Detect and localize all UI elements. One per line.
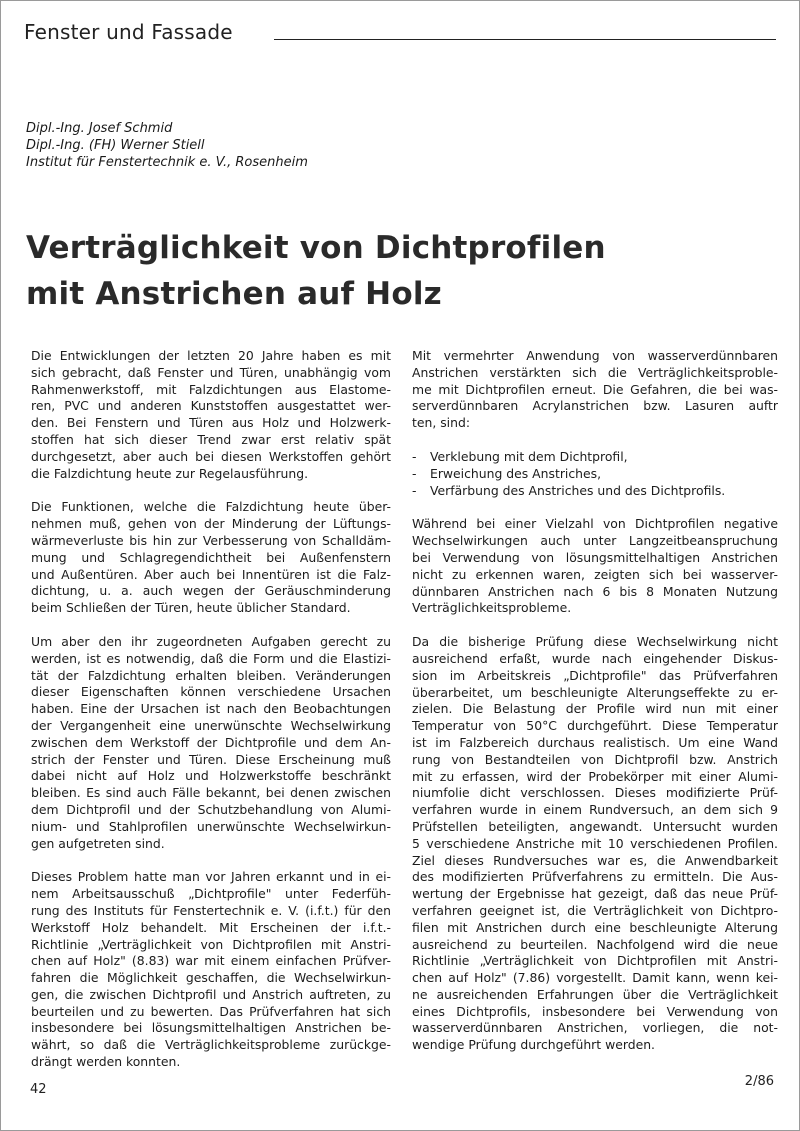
text-line: ne ausreichenden Erfahrungen über die Verträglichkeit bbox=[412, 986, 778, 1002]
text-line: tät der Falzdichtung erhalten bleiben. Veränderungen bbox=[31, 667, 391, 683]
list-item bbox=[412, 466, 778, 483]
text-line: Die Entwicklungen der letzten 20 Jahre haben es mit bbox=[31, 348, 391, 363]
bullet-dash: - bbox=[412, 448, 417, 464]
text-line: chen auf Holz" (8.83) war mit einem einfachen Prüfver- bbox=[31, 953, 391, 969]
text-line: Während bei einer Vielzahl von Dichtprofilen negative bbox=[412, 516, 778, 532]
text-line: des modifizierten Prüfverfahrens zu ermitteln. Die Aus- bbox=[412, 869, 778, 885]
text-line: verfahren wurde in einem Rundversuch, an dem sich 9 bbox=[412, 802, 778, 818]
paragraph bbox=[412, 516, 778, 617]
text-line: gen aufgetreten sind. bbox=[31, 835, 165, 851]
text-line: gen, die zwischen Dichtprofil und Anstrich auftreten, zu bbox=[31, 986, 391, 1002]
text-line: Mit vermehrter Anwendung von wasserverdünnbaren bbox=[412, 348, 778, 363]
article-title-line-2: mit Anstrichen auf Holz bbox=[26, 276, 442, 312]
text-line: nicht zu erkennen waren, zeigten sich bei wasserver- bbox=[412, 566, 778, 582]
text-line: sich gebracht, daß Fenster und Türen, unabhängig vom bbox=[31, 364, 391, 380]
list-item bbox=[412, 449, 778, 466]
paragraph bbox=[412, 634, 778, 1054]
text-line: rung von Bestandteilen von Dichtprofil bzw. Anstrich bbox=[412, 751, 778, 767]
text-line: Ziel dieses Rundversuches war es, die Anwendbarkeit bbox=[412, 852, 778, 868]
institute: Institut für Fenstertechnik e. V., Rosenheim bbox=[26, 155, 308, 170]
author-block bbox=[26, 120, 308, 171]
text-line: Wechselwirkungen auch unter Langzeitbeanspruchung bbox=[412, 533, 778, 549]
text-line: Um aber den ihr zugeordneten Aufgaben gerecht zu bbox=[31, 633, 391, 649]
paragraph bbox=[412, 348, 778, 432]
author-2: Dipl.-Ing. (FH) Werner Stiell bbox=[26, 138, 205, 153]
text-line: Richtlinie „Verträglichkeit von Dichtprofilen mit Anstri- bbox=[412, 953, 778, 969]
text-line: 5 verschiedene Anstriche mit 10 verschiedenen Profilen. bbox=[412, 835, 778, 851]
text-line: Verträglichkeitsprobleme. bbox=[412, 600, 572, 616]
text-line: stoffen hat sich dieser Trend zwar erst relativ spät bbox=[31, 431, 391, 447]
right-column bbox=[412, 348, 778, 1071]
text-line: zielen. Die Belastung der Profile wird nun mit einer bbox=[412, 701, 778, 717]
text-line: serverdünnbaren Acrylanstrichen bzw. Lasuren auftr bbox=[412, 398, 778, 414]
text-line: währt, so daß die Verträglichkeitsprobleme zurückge- bbox=[31, 1037, 391, 1053]
text-line: sion im Arbeitskreis „Dichtprofile" das Prüfverfahren bbox=[412, 667, 778, 683]
text-line: haben. Eine der Ursachen ist nach den Beobachtungen bbox=[31, 701, 391, 717]
text-line: nem Arbeitsausschuß „Dichtprofile" unter Federfüh- bbox=[31, 886, 391, 902]
text-line: und Außentüren. Aber auch bei Innentüren ist die Falz- bbox=[31, 566, 391, 582]
text-line: mung und Schlagregendichtheit bei Außenfenstern bbox=[31, 549, 391, 565]
paragraph bbox=[31, 499, 391, 617]
text-line: ren, PVC und anderen Kunststoffen ausgestattet wer- bbox=[31, 398, 391, 414]
paragraph bbox=[31, 869, 391, 1071]
text-line: niumfolie dicht verschlossen. Dieses modifizierte Prüf- bbox=[412, 785, 778, 801]
text-line: dem Dichtprofil und der Schutzbehandlung von Alumi- bbox=[31, 801, 391, 817]
text-line: Werkstoff Holz behandelt. Mit Erscheinen der i.f.t.- bbox=[31, 919, 391, 935]
article-title bbox=[26, 225, 606, 317]
text-line: Rahmenwerkstoff, mit Falzdichtungen aus Elastome- bbox=[31, 381, 391, 397]
text-line: me mit Dichtprofilen erneut. Die Gefahren, die bei was- bbox=[412, 381, 778, 397]
text-line: nium- und Stahlprofilen unerwünschte Wechselwirkun- bbox=[31, 818, 391, 834]
text-line: ten, sind: bbox=[412, 415, 471, 431]
text-line: dabei nicht auf Holz und Holzwerkstoffe beschränkt bbox=[31, 768, 391, 784]
text-line: Da die bisherige Prüfung diese Wechselwirkung nicht bbox=[412, 634, 778, 650]
text-line: ausreichend zu beurteilen. Nachfolgend wird die neue bbox=[412, 936, 778, 952]
bullet-dash: - bbox=[412, 465, 417, 481]
author-1: Dipl.-Ing. Josef Schmid bbox=[26, 121, 173, 136]
text-line: verfahren geeignet ist, die Verträglichkeit von Dichtpro- bbox=[412, 902, 778, 918]
text-line: werden, ist es notwendig, daß die Form und die Elastizi- bbox=[31, 650, 391, 666]
text-line: ist im Falzbereich durchaus realistisch. Um eine Wand bbox=[412, 734, 778, 750]
text-line: bei Verwendung von lösungsmittelhaltigen Anstrichen bbox=[412, 549, 778, 565]
list-item-text: Verfärbung des Anstriches und des Dichtprofils. bbox=[430, 482, 726, 498]
list-item-text: Erweichung des Anstriches, bbox=[430, 465, 602, 481]
section-title: Fenster und Fassade bbox=[24, 20, 233, 44]
text-line: die Falzdichtung heute zur Regelausführung. bbox=[31, 465, 309, 481]
text-line: beurteilen und zu bewerten. Das Prüfverfahren hat sich bbox=[31, 1003, 391, 1019]
text-line: strich der Fenster und Türen. Diese Erscheinung muß bbox=[31, 751, 391, 767]
text-line: eines Dichtprofils, insbesondere bei Verwendung von bbox=[412, 1003, 778, 1019]
section-rule bbox=[274, 39, 776, 40]
section-header bbox=[24, 20, 776, 48]
text-line: beim Schließen der Türen, heute üblicher Standard. bbox=[31, 600, 351, 616]
text-line: durchgesetzt, aber auch bei diesen Werkstoffen gehört bbox=[31, 448, 391, 464]
text-line: bleiben. Es sind auch Fälle bekannt, bei denen zwischen bbox=[31, 785, 391, 801]
text-line: dünnbaren Anstrichen nach 6 bis 8 Monaten Nutzung bbox=[412, 583, 778, 599]
text-line: filen mit Anstrichen durch eine beschleunigte Alterung bbox=[412, 919, 778, 935]
text-line: wasserverdünnbaren Anstrichen, vorliegen, die not- bbox=[412, 1020, 778, 1036]
text-line: Prüfstellen beteiligten, angewandt. Untersucht wurden bbox=[412, 818, 778, 834]
list-item bbox=[412, 483, 778, 500]
issue-number: 2/86 bbox=[744, 1074, 774, 1089]
text-line: Dieses Problem hatte man vor Jahren erkannt und in ei- bbox=[31, 869, 391, 885]
text-line: wärmeverluste bis hin zur Verbesserung von Schalldäm- bbox=[31, 532, 391, 548]
text-line: der Vergangenheit eine unerwünschte Wechselwirkung bbox=[31, 717, 391, 733]
list-item-text: Verklebung mit dem Dichtprofil, bbox=[430, 448, 628, 464]
text-line: dichtung, u. a. auch wegen der Geräuschminderung bbox=[31, 583, 391, 599]
text-line: den. Bei Fenstern und Türen aus Holz und Holzwerk- bbox=[31, 415, 391, 431]
paragraph bbox=[31, 634, 391, 852]
text-line: rung des Instituts für Fenstertechnik e. V. (i.f.t.) für den bbox=[31, 902, 391, 918]
text-line: Temperatur von 50°C durchgeführt. Diese Temperatur bbox=[412, 718, 778, 734]
text-line: chen auf Holz" (7.86) vorgestellt. Damit kann, wenn kei- bbox=[412, 970, 778, 986]
text-line: mit zu erfassen, wird der Probekörper mit einer Alumi- bbox=[412, 768, 778, 784]
text-line: insbesondere bei lösungsmittelhaltigen Anstrichen be- bbox=[31, 1020, 391, 1036]
hazard-list bbox=[412, 449, 778, 499]
text-line: nehmen muß, gehen von der Minderung der Lüftungs- bbox=[31, 516, 391, 532]
text-line: überarbeitet, um beschleunigte Alterungseffekte zu er- bbox=[412, 684, 778, 700]
article-title-line-1: Verträglichkeit von Dichtprofilen bbox=[26, 230, 606, 266]
text-line: fahren die Möglichkeit geschaffen, die Wechselwirkun- bbox=[31, 970, 391, 986]
text-line: ausreichend erfaßt, wurde nach eingehender Diskus- bbox=[412, 650, 778, 666]
text-line: Die Funktionen, welche die Falzdichtung heute über- bbox=[31, 499, 391, 515]
paragraph bbox=[31, 348, 391, 482]
text-line: wendige Prüfung durchgeführt werden. bbox=[412, 1037, 655, 1053]
left-column bbox=[31, 348, 391, 1088]
page-number: 42 bbox=[30, 1082, 47, 1097]
text-line: drängt werden konnten. bbox=[31, 1054, 181, 1070]
text-line: zwischen dem Werkstoff der Dichtprofile und dem An- bbox=[31, 734, 391, 750]
bullet-dash: - bbox=[412, 482, 417, 498]
text-line: Richtlinie „Verträglichkeit von Dichtprofilen mit Anstri- bbox=[31, 936, 391, 952]
text-line: Anstrichen verstärkten sich die Verträglichkeitsproble- bbox=[412, 364, 778, 380]
text-line: wertung der Ergebnisse hat gezeigt, daß das neue Prüf- bbox=[412, 886, 778, 902]
text-line: dieser Eigenschaften können verschiedene Ursachen bbox=[31, 684, 391, 700]
